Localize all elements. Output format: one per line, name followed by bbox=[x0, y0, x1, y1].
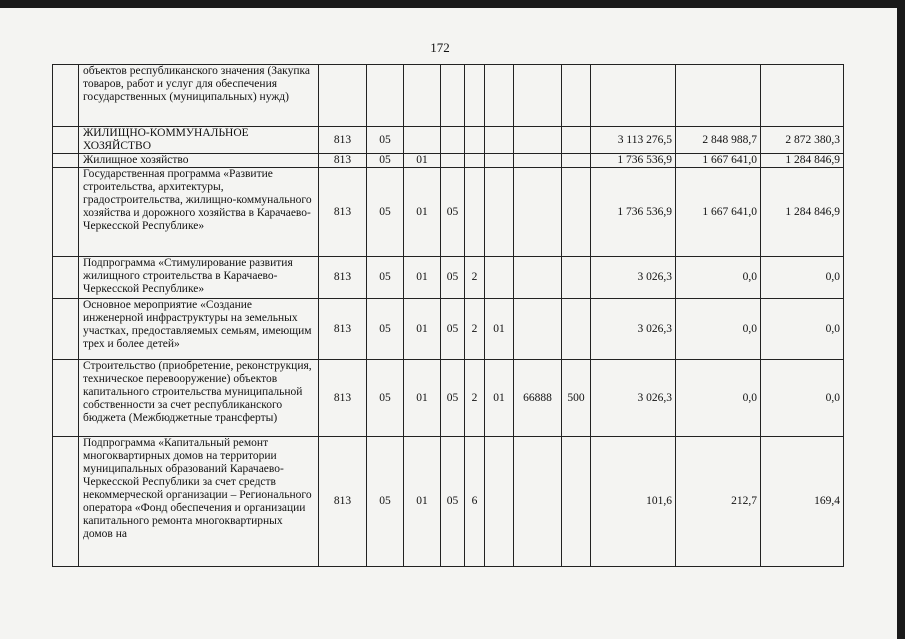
cell-c8 bbox=[562, 299, 591, 360]
cell-c3 bbox=[404, 127, 441, 154]
table-row bbox=[53, 168, 844, 257]
cell-c5: 2 bbox=[465, 299, 485, 360]
table-row bbox=[53, 299, 844, 360]
cell-c7 bbox=[514, 257, 562, 299]
cell-v2: 0,0 bbox=[676, 257, 761, 299]
cell-c2: 05 bbox=[367, 437, 404, 567]
cell-c4 bbox=[441, 65, 465, 127]
cell-c4: 05 bbox=[441, 437, 465, 567]
budget-table bbox=[52, 64, 844, 567]
row-number-cell bbox=[53, 299, 79, 360]
cell-c7 bbox=[514, 168, 562, 257]
cell-c1: 813 bbox=[319, 154, 367, 168]
cell-c4: 05 bbox=[441, 168, 465, 257]
cell-v2: 1 667 641,0 bbox=[676, 168, 761, 257]
cell-c7 bbox=[514, 127, 562, 154]
cell-c1 bbox=[319, 65, 367, 127]
row-name: Основное мероприятие «Создание инженерной инфраструктуры на земельных участках, предоставляемых семьям, имеющим трех и более детей» bbox=[79, 299, 319, 360]
cell-v1: 1 736 536,9 bbox=[591, 168, 676, 257]
cell-c5 bbox=[465, 168, 485, 257]
cell-c3: 01 bbox=[404, 299, 441, 360]
cell-c4: 05 bbox=[441, 299, 465, 360]
table-row bbox=[53, 360, 844, 437]
cell-c5: 6 bbox=[465, 437, 485, 567]
cell-c5 bbox=[465, 127, 485, 154]
row-number-cell bbox=[53, 437, 79, 567]
table-row bbox=[53, 154, 844, 168]
cell-v3: 1 284 846,9 bbox=[761, 154, 844, 168]
cell-v1: 1 736 536,9 bbox=[591, 154, 676, 168]
cell-c5 bbox=[465, 154, 485, 168]
cell-c7 bbox=[514, 154, 562, 168]
cell-c2: 05 bbox=[367, 154, 404, 168]
cell-v3: 0,0 bbox=[761, 257, 844, 299]
cell-c7 bbox=[514, 299, 562, 360]
cell-c6 bbox=[485, 168, 514, 257]
table-row bbox=[53, 65, 844, 127]
cell-c6 bbox=[485, 154, 514, 168]
cell-c1: 813 bbox=[319, 360, 367, 437]
cell-c6 bbox=[485, 65, 514, 127]
row-name: объектов республиканского значения (Закупка товаров, работ и услуг для обеспечения государственных (муниципальных) нужд) bbox=[79, 65, 319, 127]
row-number-cell bbox=[53, 154, 79, 168]
cell-v2: 1 667 641,0 bbox=[676, 154, 761, 168]
cell-c8 bbox=[562, 257, 591, 299]
row-name: Жилищное хозяйство bbox=[79, 154, 319, 168]
row-number-cell bbox=[53, 168, 79, 257]
cell-c3: 01 bbox=[404, 168, 441, 257]
cell-c5: 2 bbox=[465, 257, 485, 299]
cell-c2: 05 bbox=[367, 257, 404, 299]
row-number-cell bbox=[53, 127, 79, 154]
cell-c6 bbox=[485, 437, 514, 567]
cell-c2: 05 bbox=[367, 299, 404, 360]
row-name: Строительство (приобретение, реконструкция, техническое перевооружение) объектов капитального строительства муниципальной собственности за счет республиканского бюджета (Межбюджетные трансферты) bbox=[79, 360, 319, 437]
scan-right-edge bbox=[897, 0, 905, 639]
cell-v1: 3 113 276,5 bbox=[591, 127, 676, 154]
cell-v2 bbox=[676, 65, 761, 127]
cell-c2: 05 bbox=[367, 168, 404, 257]
cell-c1: 813 bbox=[319, 127, 367, 154]
table-row bbox=[53, 257, 844, 299]
cell-v3: 1 284 846,9 bbox=[761, 168, 844, 257]
cell-c2: 05 bbox=[367, 360, 404, 437]
cell-c6 bbox=[485, 127, 514, 154]
cell-v3: 169,4 bbox=[761, 437, 844, 567]
row-number-cell bbox=[53, 257, 79, 299]
cell-c1: 813 bbox=[319, 437, 367, 567]
scan-top-edge bbox=[0, 0, 905, 8]
cell-c3: 01 bbox=[404, 437, 441, 567]
cell-c5 bbox=[465, 65, 485, 127]
cell-v1: 3 026,3 bbox=[591, 257, 676, 299]
cell-c6: 01 bbox=[485, 299, 514, 360]
cell-c4: 05 bbox=[441, 360, 465, 437]
cell-v1: 3 026,3 bbox=[591, 360, 676, 437]
cell-c3: 01 bbox=[404, 154, 441, 168]
cell-c4 bbox=[441, 154, 465, 168]
cell-c8 bbox=[562, 127, 591, 154]
table-row bbox=[53, 437, 844, 567]
cell-v1: 3 026,3 bbox=[591, 299, 676, 360]
cell-c1: 813 bbox=[319, 168, 367, 257]
cell-c2: 05 bbox=[367, 127, 404, 154]
cell-c4: 05 bbox=[441, 257, 465, 299]
cell-v2: 212,7 bbox=[676, 437, 761, 567]
cell-c6: 01 bbox=[485, 360, 514, 437]
cell-c1: 813 bbox=[319, 299, 367, 360]
row-name: ЖИЛИЩНО-КОММУНАЛЬНОЕ ХОЗЯЙСТВО bbox=[79, 127, 319, 154]
cell-c5: 2 bbox=[465, 360, 485, 437]
cell-v3: 0,0 bbox=[761, 299, 844, 360]
cell-c7 bbox=[514, 65, 562, 127]
cell-v3 bbox=[761, 65, 844, 127]
cell-c8 bbox=[562, 437, 591, 567]
row-name: Подпрограмма «Капитальный ремонт многоквартирных домов на территории муниципальных образований Карачаево-Черкесской Республики за счет средств некоммерческой организации – Регионального оператора «Фонд обеспечения и организации капитального ремонта многоквартирных домов на bbox=[79, 437, 319, 567]
cell-v2: 0,0 bbox=[676, 360, 761, 437]
cell-c4 bbox=[441, 127, 465, 154]
row-number-cell bbox=[53, 360, 79, 437]
cell-v2: 2 848 988,7 bbox=[676, 127, 761, 154]
cell-c3: 01 bbox=[404, 360, 441, 437]
table-row bbox=[53, 127, 844, 154]
page-number: 172 bbox=[430, 40, 450, 55]
row-number-cell bbox=[53, 65, 79, 127]
cell-c3 bbox=[404, 65, 441, 127]
cell-c8 bbox=[562, 154, 591, 168]
row-name: Подпрограмма «Стимулирование развития жилищного строительства в Карачаево-Черкесской Республике» bbox=[79, 257, 319, 299]
cell-c6 bbox=[485, 257, 514, 299]
cell-c2 bbox=[367, 65, 404, 127]
cell-c8: 500 bbox=[562, 360, 591, 437]
row-name: Государственная программа «Развитие строительства, архитектуры, градостроительства, жилищно-коммунального хозяйства и дорожного хозяйства в Карачаево-Черкесской Республике» bbox=[79, 168, 319, 257]
cell-c7 bbox=[514, 437, 562, 567]
cell-v2: 0,0 bbox=[676, 299, 761, 360]
cell-c8 bbox=[562, 168, 591, 257]
cell-c1: 813 bbox=[319, 257, 367, 299]
cell-v3: 2 872 380,3 bbox=[761, 127, 844, 154]
cell-c3: 01 bbox=[404, 257, 441, 299]
cell-v1 bbox=[591, 65, 676, 127]
cell-v3: 0,0 bbox=[761, 360, 844, 437]
cell-c7: 66888 bbox=[514, 360, 562, 437]
cell-v1: 101,6 bbox=[591, 437, 676, 567]
cell-c8 bbox=[562, 65, 591, 127]
